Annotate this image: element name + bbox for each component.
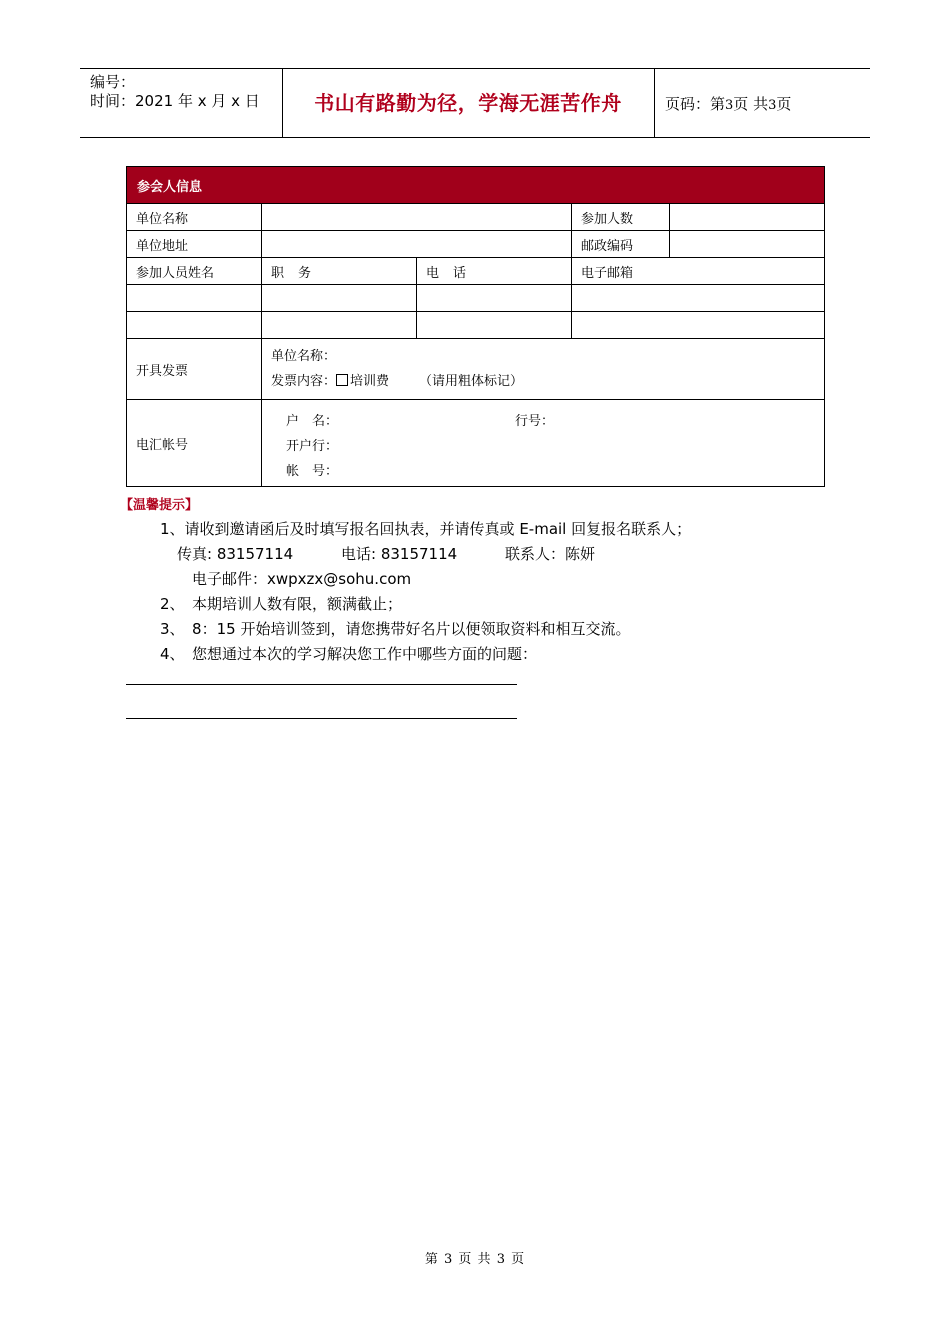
position-input[interactable] (262, 312, 417, 339)
invoice-content: 发票内容： 培训费 （请用粗体标记） (271, 374, 524, 389)
page-indicator: 页码：第3页 共3页 (665, 95, 792, 113)
header-page-cell (655, 69, 870, 137)
invoice-label: 开具发票 (127, 339, 262, 400)
email-header: 电子邮箱 (572, 258, 825, 285)
company-name-label: 单位名称 (127, 204, 262, 231)
attendee-name-input[interactable] (127, 285, 262, 312)
email-input[interactable] (572, 285, 825, 312)
account-number-label: 帐 号： (286, 464, 339, 479)
tip-fax: 传真: 83157114 (177, 545, 294, 563)
invoice-item-label: 培训费 (350, 374, 390, 389)
company-address-label: 单位地址 (127, 231, 262, 258)
tips-title: 【温馨提示】 (120, 498, 199, 513)
page-footer: 第 3 页 共 3 页 (424, 1252, 526, 1267)
attendee-name-header: 参加人员姓名 (127, 258, 262, 285)
tip-tel: 电话: 83157114 (341, 545, 458, 563)
attendee-count-input[interactable] (670, 204, 825, 231)
motto: 书山有路勤为径，学海无涯苦作舟 (314, 91, 622, 115)
company-address-input[interactable] (262, 231, 572, 258)
answer-line[interactable] (126, 684, 517, 685)
form-title: 参会人信息 (127, 167, 825, 204)
invoice-company-label: 单位名称： (271, 349, 337, 364)
tip-item-1: 1、请收到邀请函后及时填写报名回执表，并请传真或 E-mail 回复报名联系人； (160, 520, 692, 538)
header-motto-cell (282, 69, 655, 137)
document-number: 编号： (90, 73, 136, 91)
bank-branch-label: 开户行： (286, 439, 339, 454)
phone-header: 电话 (417, 258, 572, 285)
attendee-name-input[interactable] (127, 312, 262, 339)
account-name-label: 户 名： (286, 414, 339, 429)
attendee-row (127, 285, 825, 312)
tip-item-2: 2、 本期培训人数有限，额满截止； (160, 595, 403, 613)
invoice-details (262, 339, 825, 400)
company-name-input[interactable] (262, 204, 572, 231)
postal-code-input[interactable] (670, 231, 825, 258)
email-input[interactable] (572, 312, 825, 339)
invoice-note: （请用粗体标记） (419, 374, 524, 389)
tip-item-4: 4、 您想通过本次的学习解决您工作中哪些方面的问题： (160, 645, 538, 663)
header-meta-cell (80, 69, 283, 137)
attendee-count-label: 参加人数 (572, 204, 670, 231)
tip-contact: 联系人：陈妍 (505, 545, 596, 563)
attendee-form (126, 166, 825, 487)
phone-input[interactable] (417, 312, 572, 339)
wire-account-label: 电汇帐号 (127, 400, 262, 487)
answer-line[interactable] (126, 718, 517, 719)
postal-code-label: 邮政编码 (572, 231, 670, 258)
tip-email: 电子邮件：xwpxzx@sohu.com (192, 570, 412, 588)
position-header: 职务 (262, 258, 417, 285)
bank-number-label: 行号： (515, 414, 555, 429)
position-input[interactable] (262, 285, 417, 312)
page-header (80, 68, 870, 138)
document-date: 时间：2021 年 x 月 x 日 (90, 92, 260, 110)
wire-account-details (262, 400, 825, 487)
checkbox-icon[interactable] (336, 374, 348, 386)
attendee-row (127, 312, 825, 339)
tip-item-3: 3、 8：15 开始培训签到，请您携带好名片以便领取资料和相互交流。 (160, 620, 631, 638)
phone-input[interactable] (417, 285, 572, 312)
